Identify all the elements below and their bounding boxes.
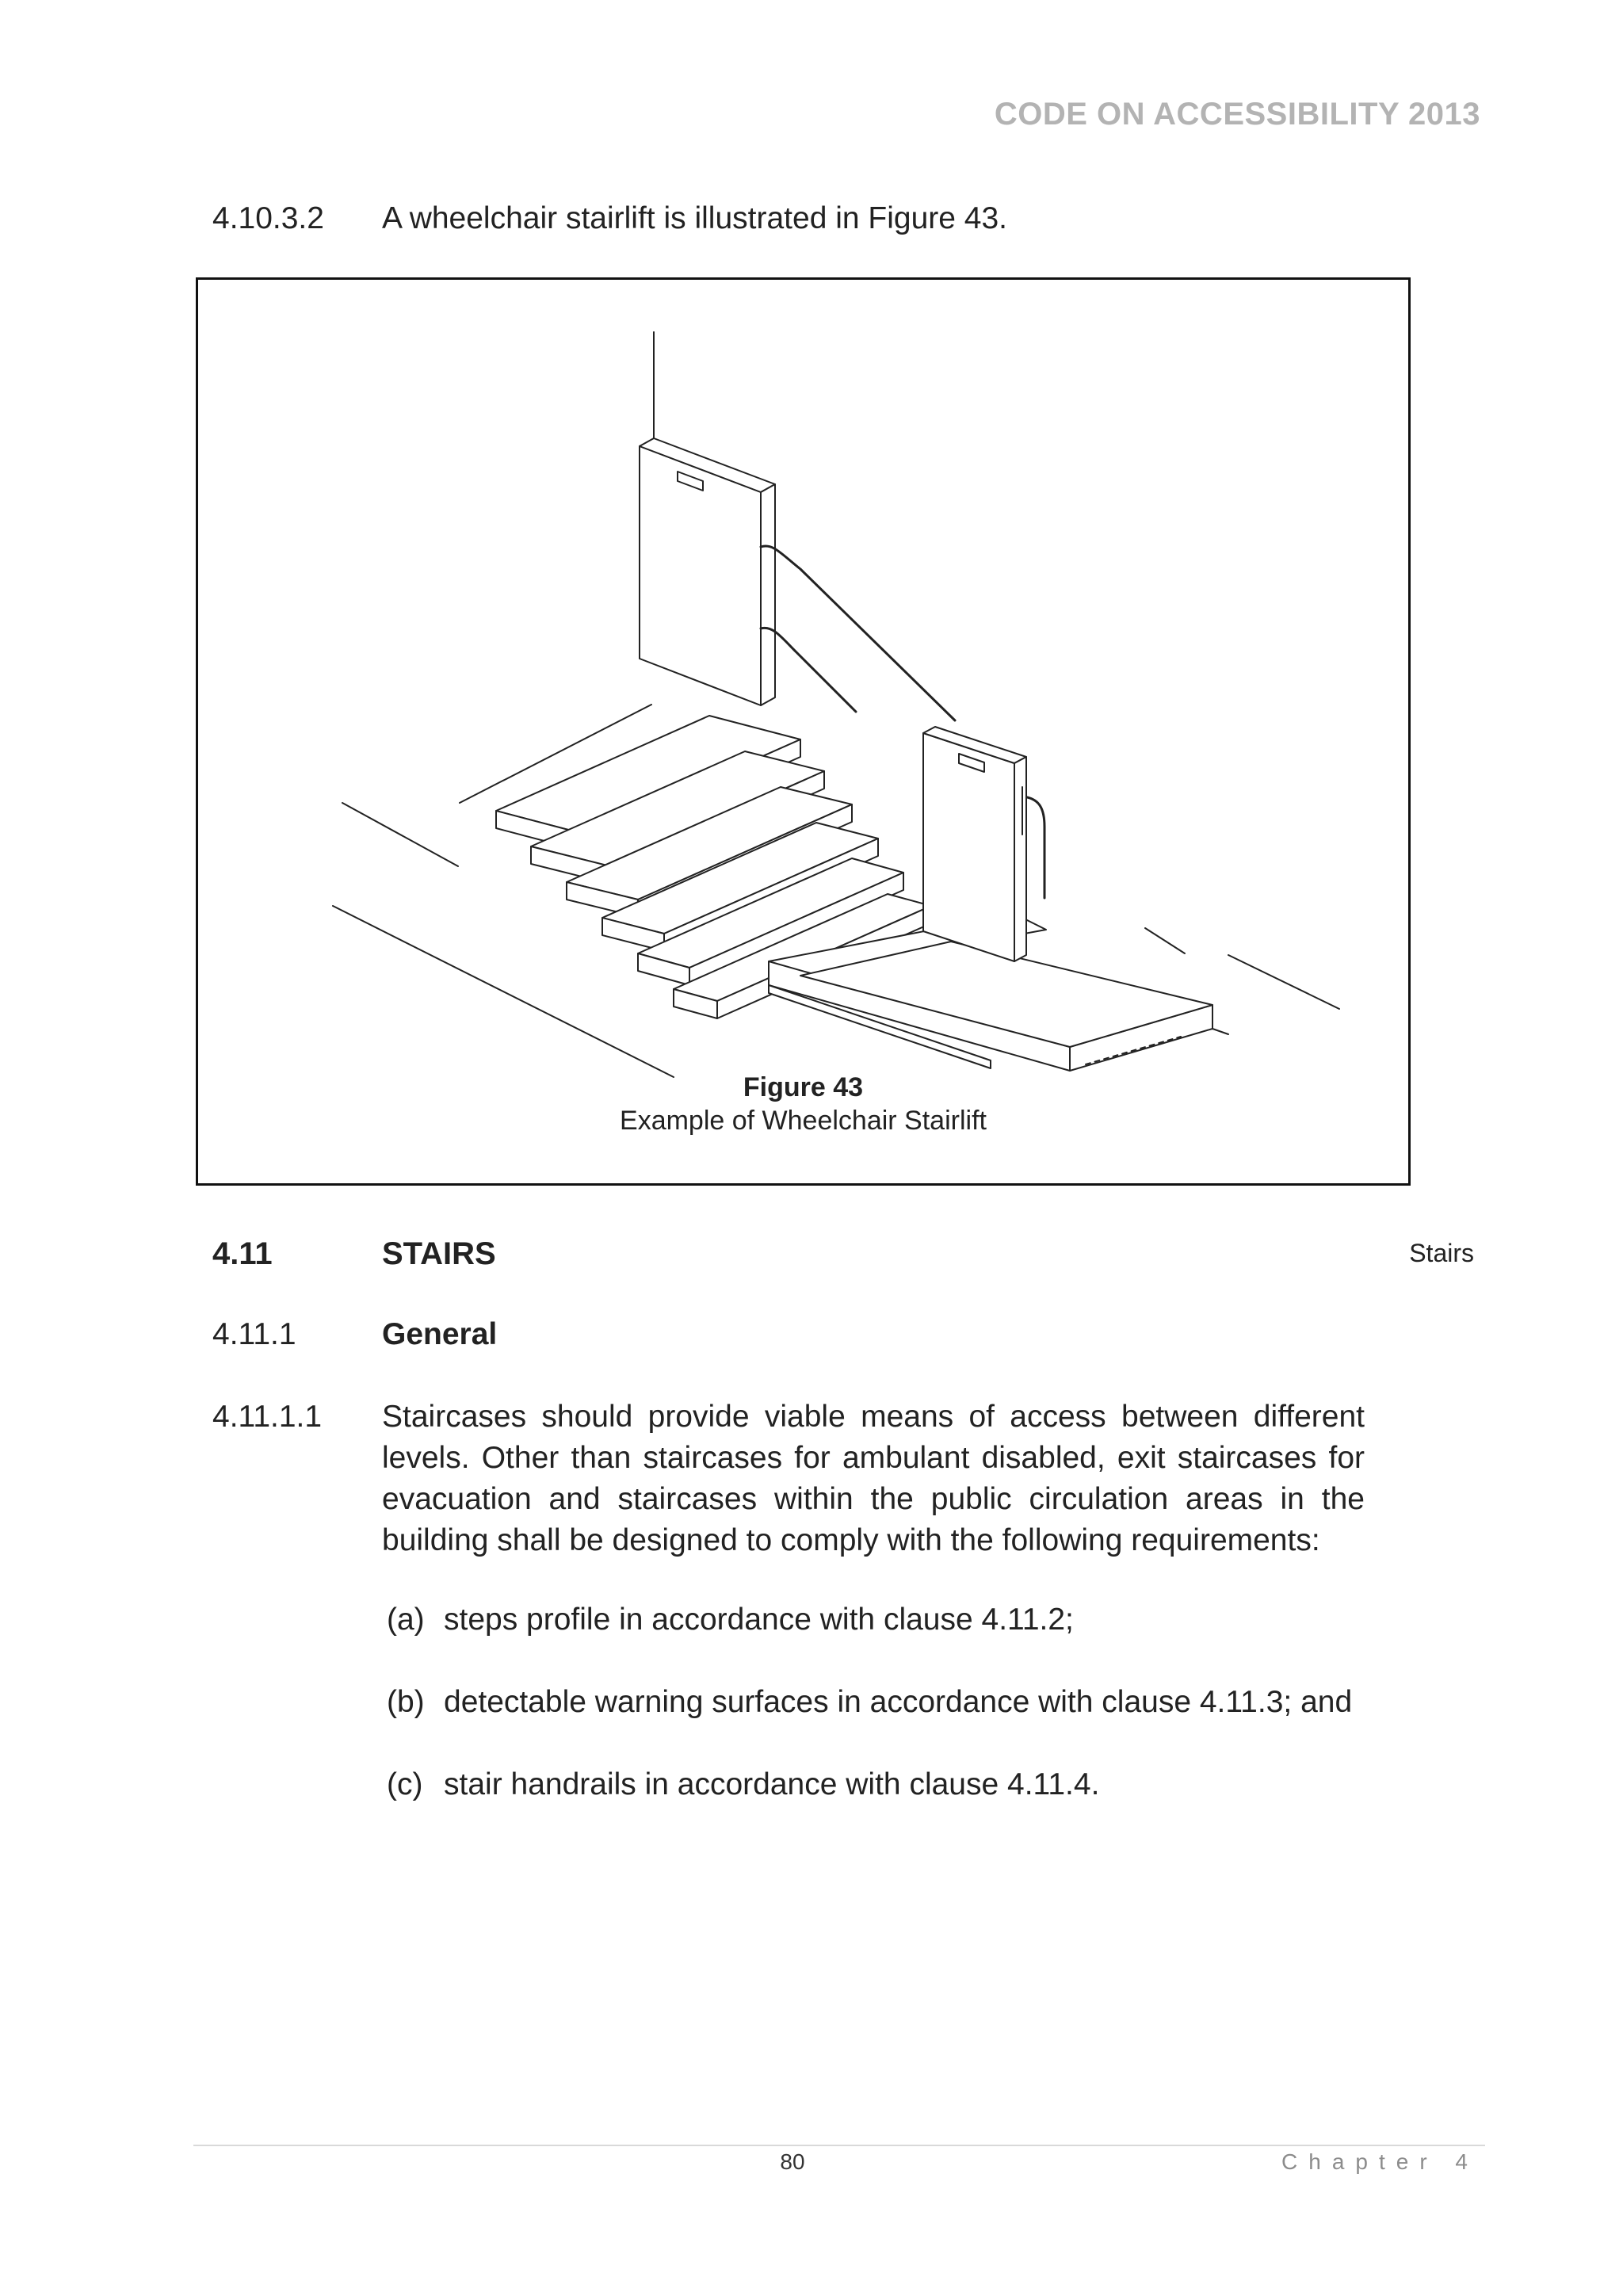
right-floor-line-long [1228, 955, 1339, 1009]
lift-backrest-panel [923, 727, 1026, 961]
document-title: CODE ON ACCESSIBILITY 2013 [994, 97, 1480, 132]
clause-paragraph: Staircases should provide viable means of access between different levels. Other than staircases for ambulant disabled, exit staircases for evacuation and staircases within the public circulation areas in the building shall be designed to comply with the following requirements: [382, 1400, 1365, 1557]
footer-divider [193, 2145, 1485, 2146]
figure-43-box [196, 277, 1411, 1186]
chapter-label: Chapter 4 [1281, 2149, 1479, 2174]
list-text: detectable warning surfaces in accordance with clause 4.11.3; and [444, 1685, 1353, 1719]
left-floor-line-upper [342, 803, 458, 866]
margin-note: Stairs [1409, 1239, 1474, 1267]
clause-text: A wheelchair stairlift is illustrated in Figure 43. [382, 201, 1008, 235]
figure-title: Example of Wheelchair Stairlift [620, 1106, 987, 1136]
wheelchair-stairlift-illustration [198, 280, 1408, 1183]
clause-number: 4.10.3.2 [212, 201, 324, 235]
clause-number: 4.11.1.1 [212, 1400, 323, 1434]
right-floor-line-short [1145, 928, 1185, 953]
figure-label: Figure 43 [743, 1072, 864, 1102]
list-marker: (b) [387, 1685, 425, 1719]
subsection-title: General [382, 1317, 498, 1351]
list-text: stair handrails in accordance with clause 4.11.4. [444, 1767, 1100, 1801]
page-number: 80 [780, 2149, 805, 2174]
section-title: STAIRS [382, 1236, 496, 1271]
top-gate-panel [640, 438, 775, 705]
section-number: 4.11 [212, 1236, 273, 1271]
list-text: steps profile in accordance with clause 4.11.2; [444, 1603, 1074, 1637]
subsection-number: 4.11.1 [212, 1317, 296, 1351]
list-marker: (c) [387, 1767, 423, 1801]
list-marker: (a) [387, 1603, 425, 1637]
